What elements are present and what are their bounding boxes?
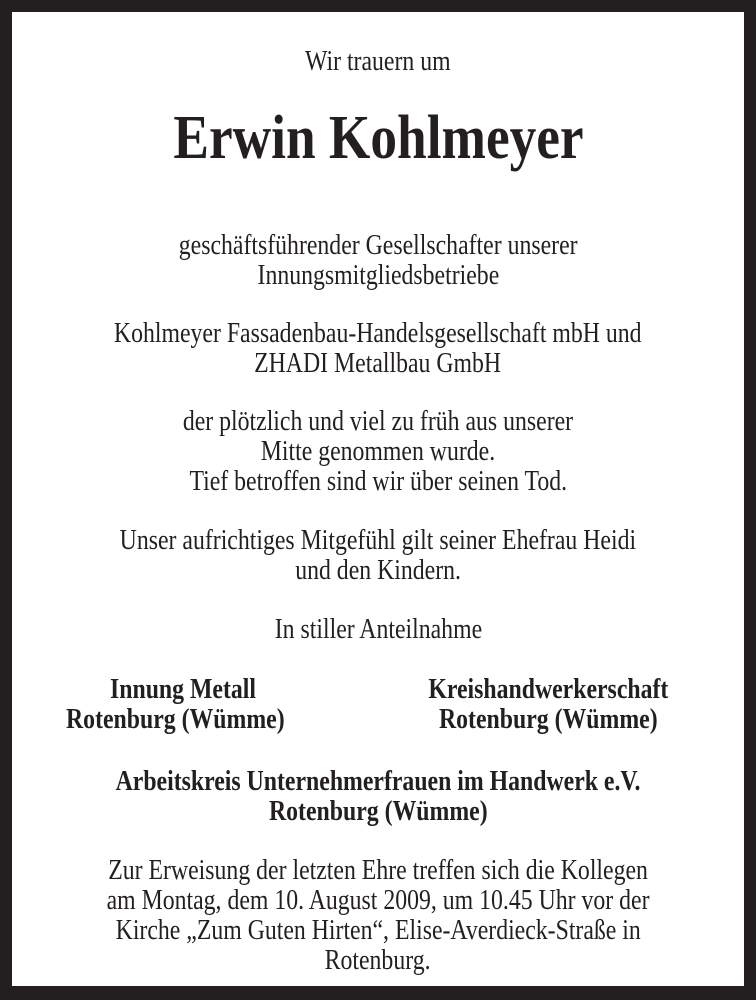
signatory-left-line-2: Rotenburg (Wümme) [65,703,285,735]
death-line-1: der plötzlich und viel zu früh aus unserer [182,405,574,437]
signatory-center-line-2: Rotenburg (Wümme) [268,795,488,827]
sympathy-text: In stiller Anteilnahme [274,613,482,645]
funeral-line-3: Kirche „Zum Guten Hirten“, Elise-Averdieck-Straße in [115,914,641,946]
death-line-2: Mitte genommen wurde. [260,435,496,467]
signatory-right-line-1: Kreishandwerkerschaft [427,673,668,705]
deceased-name: Erwin Kohlmeyer [172,104,584,172]
intro-text: Wir trauern um [305,45,451,77]
signatory-center-line-1: Arbeitskreis Unternehmerfrauen im Handwerk e.V. [115,765,641,797]
company-line-2: ZHADI Metallbau GmbH [254,347,502,379]
company-line-1: Kohlmeyer Fassadenbau-Handelsgesellschaft mbH und [114,317,642,349]
funeral-line-2: am Montag, dem 10. August 2009, um 10.45 Uhr vor der [106,884,650,916]
role-line-2: Innungsmitgliedsbetriebe [257,259,499,291]
signatory-innung-metall [34,674,364,734]
condolence-line-2: und den Kindern. [295,554,461,586]
signatory-kreishandwerkerschaft [378,674,718,734]
condolence-line-1: Unser aufrichtiges Mitgefühl gilt seiner Ehefrau Heidi [119,524,637,556]
obituary-notice [12,12,744,986]
role-line-1: geschäftsführender Gesellschafter unserer [178,229,578,261]
signatory-right-line-2: Rotenburg (Wümme) [438,703,658,735]
funeral-line-1: Zur Erweisung der letzten Ehre treffen sich die Kollegen [108,854,648,886]
death-line-3: Tief betroffen sind wir über seinen Tod. [189,465,567,497]
funeral-line-4: Rotenburg. [325,944,431,976]
signatory-left-line-1: Innung Metall [109,673,256,705]
